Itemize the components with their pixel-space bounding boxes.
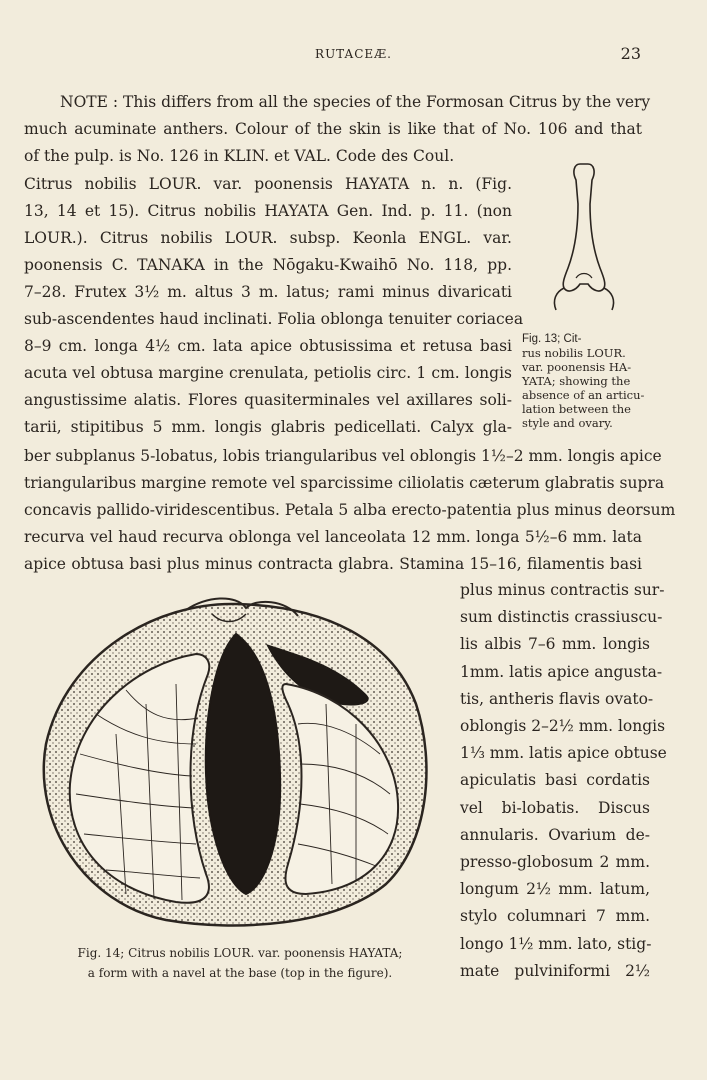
fig13-caption-line: var. poonensis HA- [522,360,632,374]
text-line: lis albis 7–6 mm. longis [460,635,650,654]
text-line: triangularibus margine remote vel sparcissime ciliolatis cæterum glabratis supra [24,474,665,492]
text-line: ber subplanus 5-lobatus, lobis triangularibus vel oblongis 1½–2 mm. longis apice [24,447,662,465]
fig13-caption-line: style and ovary. [522,416,613,430]
fig13-caption-line: Fig. 13; Cit- [522,333,582,345]
text-line: stylo columnari 7 mm. [460,907,650,926]
text-line: angustissime alatis. Flores quasiterminales vel axillares soli- [24,391,512,409]
fig13-pistil-drawing [550,160,620,320]
note-line-2: much acuminate anthers. Colour of the skin is like that of No. 106 and that [24,120,642,138]
running-head: RUTACEÆ. [315,47,392,61]
fig14-caption-line: a form with a navel at the base (top in the figure). [87,966,393,980]
text-line: sub-ascendentes haud inclinati. Folia oblonga tenuiter coriacea [24,310,524,328]
fig13-caption [522,332,646,430]
text-line: LOUR.). Citrus nobilis LOUR. subsp. Keonla ENGL. var. [24,229,512,247]
text-line: vel bi-lobatis. Discus [460,798,650,817]
fig14-caption [40,943,440,983]
text-line: 1mm. latis apice angusta- [460,662,663,681]
text-line: concavis pallido-viridescentibus. Petala 5 alba erecto-patentia plus minus deorsum [24,501,676,519]
text-line: apice obtusa basi plus minus contracta glabra. Stamina 15–16, filamentis basi [24,555,642,573]
note-line-3: of the pulp. is No. 126 in KLIN. et VAL. Code des Coul. [24,147,455,165]
fig14-fruit-drawing [36,594,436,934]
text-line: longo 1½ mm. lato, stig- [460,934,652,953]
text-line: mate pulviniformi 2½ [460,961,650,980]
text-line: tis, antheris flavis ovato- [460,689,654,708]
text-line: plus minus contractis sur- [460,581,665,599]
text-line: acuta vel obtusa margine crenulata, petiolis circ. 1 cm. longis [24,364,512,382]
fig13-caption-line: lation between the [522,402,631,416]
text-line: sum distinctis crassiuscu- [460,608,663,627]
text-line: recurva vel haud recurva oblonga vel lanceolata 12 mm. longa 5½–6 mm. lata [24,528,642,546]
text-line: poonensis C. TANAKA in the Nōgaku-Kwaihō No. 118, pp. [24,256,512,274]
text-line: 13, 14 et 15). Citrus nobilis HAYATA Gen. Ind. p. 11. (non [24,202,512,220]
text-line: presso-globosum 2 mm. [460,853,650,871]
text-line: oblongis 2–2½ mm. longis [460,717,666,735]
page-number: 23 [620,44,641,63]
text-line: 1⅓ mm. latis apice obtuse [460,744,667,763]
text-line: 8–9 cm. longa 4½ cm. lata apice obtusissima et retusa basi [24,337,512,355]
fig13-caption-line: YATA; showing the [522,374,631,388]
text-line: tarii, stipitibus 5 mm. longis glabris pedicellati. Calyx gla- [24,418,512,436]
text-line: apiculatis basi cordatis [460,771,650,790]
text-line: annularis. Ovarium de- [460,825,650,844]
note-line-1: NOTE : This differs from all the species of the Formosan Citrus by the very [60,93,651,111]
text-line: 7–28. Frutex 3½ m. altus 3 m. latus; rami minus divaricati [24,283,512,301]
text-line: longum 2½ mm. latum, [460,880,650,899]
fig13-caption-line: rus nobilis LOUR. [522,346,626,360]
fig14-caption-line: Fig. 14; Citrus nobilis LOUR. var. poonensis HAYATA; [77,946,403,960]
fig13-caption-line: absence of an articu- [522,388,645,402]
text-line: Citrus nobilis LOUR. var. poonensis HAYATA n. n. (Fig. [24,175,512,193]
